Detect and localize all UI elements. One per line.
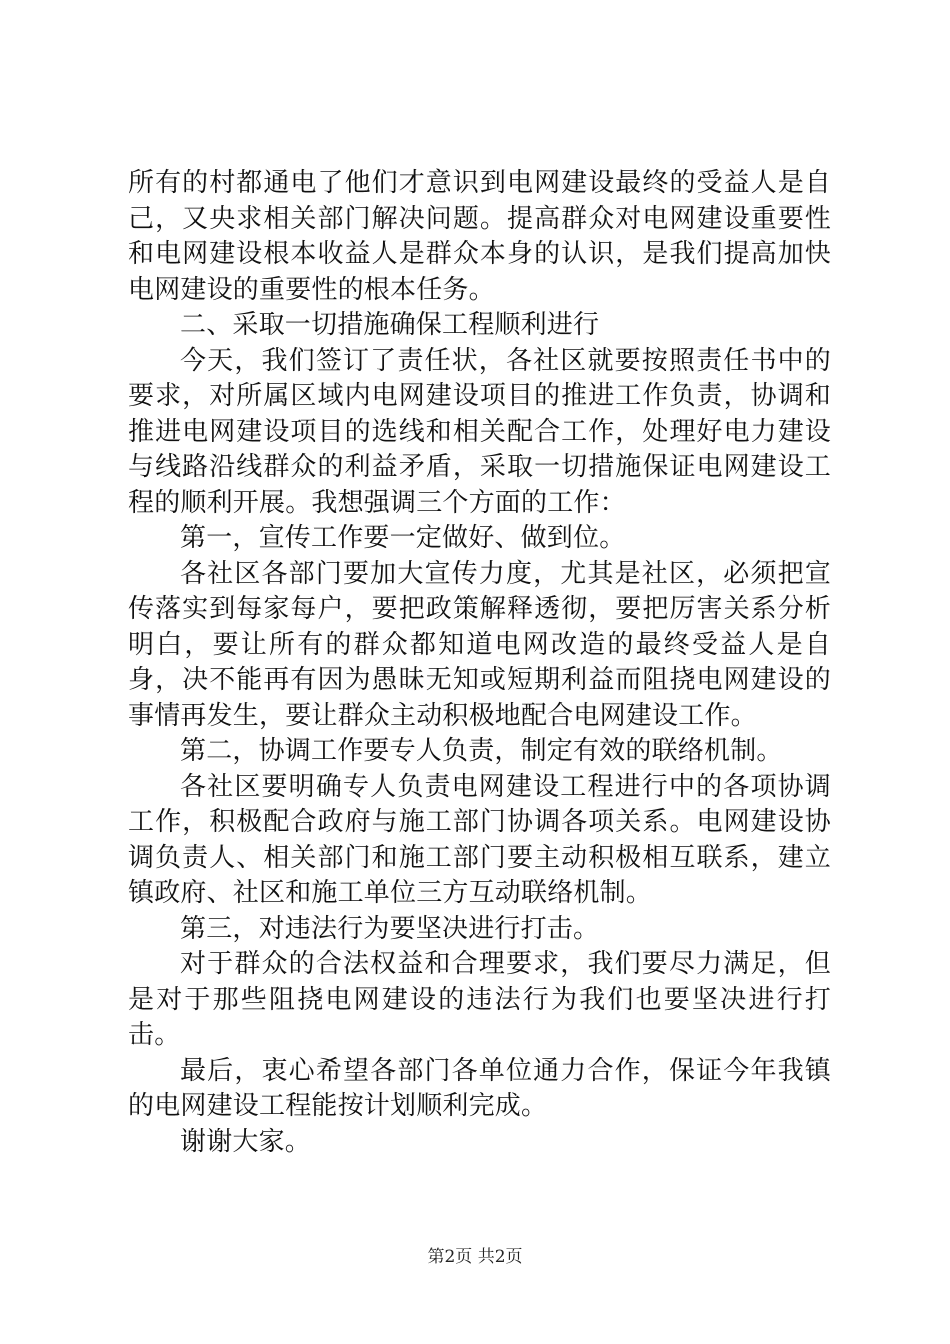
section-heading: 二、采取一切措施确保工程顺利进行: [180, 310, 600, 340]
paragraph-thanks: 谢谢大家。: [180, 1126, 312, 1157]
point-heading-second: 第二，协调工作要专人负责，制定有效的联络机制。: [180, 736, 783, 766]
point-heading-first: 第一，宣传工作要一定做好、做到位。: [180, 523, 626, 553]
document-body: [128, 166, 831, 1160]
paragraph-closing: 最后，衷心希望各部门各单位通力合作，保证今年我镇的电网建设工程能按计划顺利完成。: [128, 1055, 831, 1121]
page-number-footer: 第2页 共2页: [427, 1247, 523, 1267]
paragraph: 对于群众的合法权益和合理要求，我们要尽力满足，但是对于那些阻挠电网建设的违法行为我们也要坚决进行打击。: [128, 949, 831, 1050]
paragraph: 各社区要明确专人负责电网建设工程进行中的各项协调工作，积极配合政府与施工部门协调各项关系。电网建设协调负责人、相关部门和施工部门要主动积极相互联系，建立镇政府、社区和施工单位三方互动联络机制。: [128, 771, 831, 908]
paragraph-continuation: 所有的村都通电了他们才意识到电网建设最终的受益人是自己，又央求相关部门解决问题。提高群众对电网建设重要性和电网建设根本收益人是群众本身的认识，是我们提高加快电网建设的重要性的根本任务。: [128, 168, 831, 305]
paragraph: 今天，我们签订了责任状，各社区就要按照责任书中的要求，对所属区域内电网建设项目的推进工作负责，协调和推进电网建设项目的选线和相关配合工作，处理好电力建设与线路沿线群众的利益矛盾，采取一切措施保证电网建设工程的顺利开展。我想强调三个方面的工作：: [128, 345, 831, 518]
paragraph: 各社区各部门要加大宣传力度，尤其是社区，必须把宣传落实到每家每户，要把政策解释透彻，要把厉害关系分析明白，要让所有的群众都知道电网改造的最终受益人是自身，决不能再有因为愚昧无知或短期利益而阻挠电网建设的事情再发生，要让群众主动积极地配合电网建设工作。: [128, 558, 831, 731]
point-heading-third: 第三，对违法行为要坚决进行打击。: [180, 913, 600, 944]
